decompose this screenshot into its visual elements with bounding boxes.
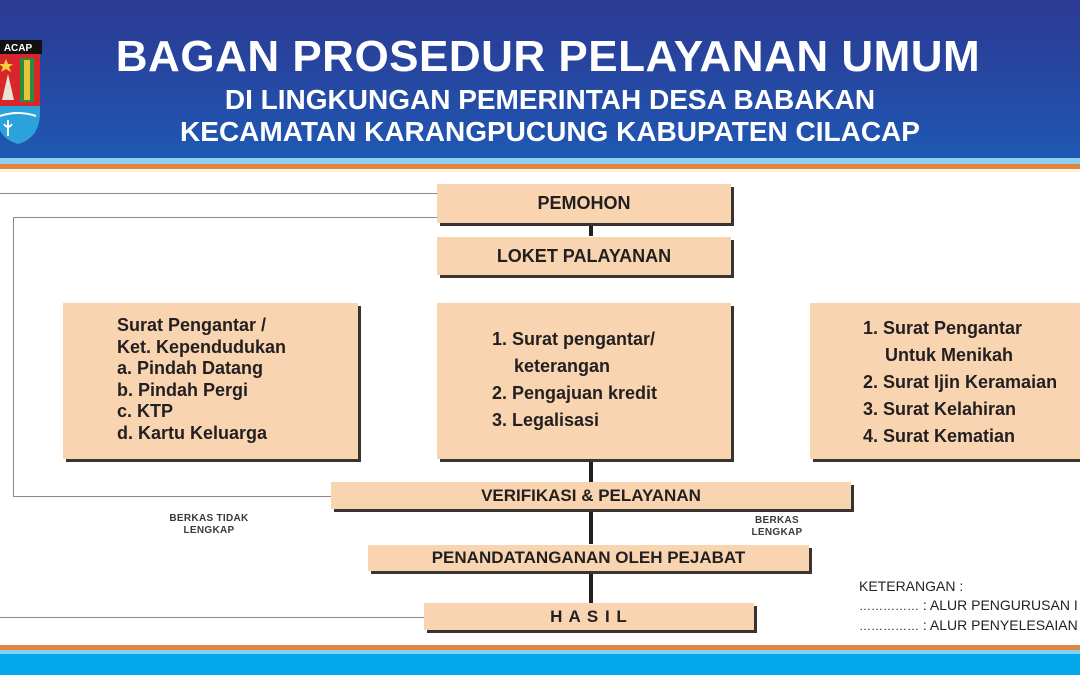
civil-registry-line: 2. Surat Ijin Keramaian — [863, 372, 1058, 392]
umum-services-box — [437, 303, 731, 459]
connector-hasil-left — [0, 617, 424, 618]
hasil-label: H A S I L — [550, 606, 628, 626]
civil-registry-box — [810, 303, 1080, 459]
legend-item — [859, 596, 1078, 616]
berkas-tidak-lengkap-label — [150, 513, 268, 537]
legend-dots: …………… — [859, 619, 919, 633]
footer-band — [0, 654, 1080, 675]
kependudukan-box — [63, 303, 358, 459]
page-title: BAGAN PROSEDUR PELAYANAN UMUM — [115, 32, 981, 81]
connector-ttd-hasil — [589, 572, 593, 604]
verifikasi-box — [331, 482, 851, 509]
legend-item-label: : ALUR PENYELESAIAN — [922, 617, 1078, 633]
kependudukan-line: Ket. Kependudukan — [117, 336, 287, 357]
kependudukan-line: c. KTP — [117, 401, 174, 421]
kependudukan-line: d. Kartu Keluarga — [117, 422, 268, 443]
civil-registry-line: Untuk Menikah — [885, 345, 1014, 365]
berkas-lengkap-line-2: LENGKAP — [751, 527, 803, 538]
civil-registry-line: 1. Surat Pengantar — [863, 318, 1023, 338]
connector-center-verifikasi — [589, 460, 593, 482]
legend-title: KETERANGAN : — [859, 578, 964, 594]
berkas-tidak-lengkap-line-2: LENGKAP — [183, 525, 235, 536]
loket-pelayanan-box — [437, 237, 731, 275]
header-divider-cream — [0, 169, 1080, 172]
connector-pemohon-loket — [589, 224, 593, 236]
kependudukan-line: b. Pindah Pergi — [117, 379, 249, 400]
legend — [859, 577, 1078, 636]
connector-loop-bottom — [13, 496, 331, 497]
umum-service-line: 1. Surat pengantar/ — [492, 329, 656, 349]
kependudukan-line: Surat Pengantar / — [117, 315, 267, 335]
penandatanganan-label: PENANDATANGANAN OLEH PEJABAT — [431, 548, 746, 567]
legend-item-label: : ALUR PENGURUSAN I — [922, 597, 1078, 613]
umum-service-line: 2. Pengajuan kredit — [492, 383, 658, 403]
kependudukan-line: a. Pindah Datang — [117, 358, 264, 378]
umum-service-line: 3. Legalisasi — [492, 410, 600, 430]
subtitle-district: KECAMATAN KARANGPUCUNG KABUPATEN CILACAP — [180, 116, 920, 147]
berkas-tidak-lengkap-line-1: BERKAS TIDAK — [169, 513, 249, 524]
logo-text: ACAP — [3, 43, 33, 54]
penandatanganan-box — [368, 545, 809, 571]
verifikasi-label: VERIFIKASI & PELAYANAN — [481, 485, 701, 505]
connector-verifikasi-ttd — [589, 510, 593, 544]
berkas-lengkap-label — [745, 515, 809, 539]
pemohon-box — [437, 184, 731, 223]
pemohon-label: PEMOHON — [537, 193, 631, 213]
connector-loop-top — [13, 217, 437, 218]
connector-top-left — [0, 193, 437, 194]
berkas-lengkap-line-1: BERKAS — [754, 515, 800, 526]
subtitle-village: DI LINGKUNGAN PEMERINTAH DESA BABAKAN — [224, 84, 876, 115]
connector-loop-left — [13, 217, 14, 497]
legend-dots: …………… — [859, 599, 919, 613]
loket-label: LOKET PALAYANAN — [496, 245, 672, 266]
legend-item — [859, 616, 1078, 636]
civil-registry-line: 4. Surat Kematian — [863, 426, 1016, 446]
hasil-box — [424, 603, 754, 630]
umum-service-line: keterangan — [514, 356, 611, 376]
civil-registry-line: 3. Surat Kelahiran — [863, 399, 1017, 419]
